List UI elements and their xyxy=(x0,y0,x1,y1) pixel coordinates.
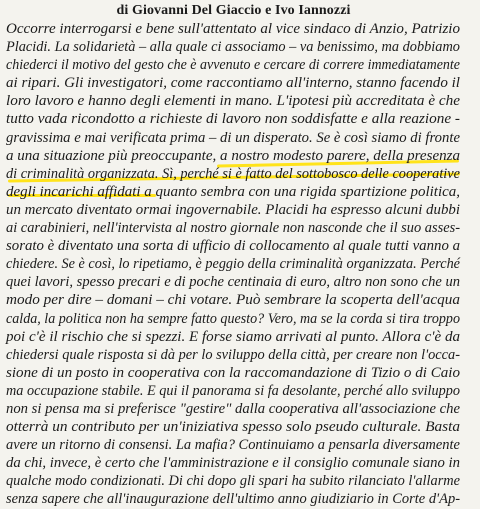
article-line xyxy=(6,237,462,255)
article-line-text: Occorre interrogarsi e bene sull'attentato al vice sindaco di Anzio, Patrizio xyxy=(6,21,461,37)
article-line xyxy=(6,273,462,291)
article-byline: di Giovanni Del Giaccio e Ivo Iannozzi xyxy=(116,3,351,18)
article-line-text: di criminalità organizzata. Sì, perché si è fatto del sottobosco delle cooperative xyxy=(6,165,461,182)
article-line xyxy=(6,201,462,219)
article-line-text: a una situazione più preoccupante, a nostro modesto parere, della presenza xyxy=(6,147,461,164)
article-line-text: tutto vada ricondotto a richieste di lavoro non soddisfatte e alla reazione - xyxy=(6,111,460,128)
article-line xyxy=(6,255,462,273)
article-line-text: ma occupazione stabile. E qui il panorama si fa desolante, perché allo sviluppo xyxy=(6,382,461,399)
article-line xyxy=(6,110,462,128)
article-line xyxy=(6,20,462,38)
article-line-text: senza sapere che all'inaugurazione dell'ultimo anno giudiziario in Corte d'Ap- xyxy=(6,491,461,508)
article-line xyxy=(6,382,462,400)
article-line-text: sione di un posto in cooperativa con la raccomandazione di Tizio o di Caio xyxy=(6,364,460,381)
article-line xyxy=(6,219,462,237)
article-line-text: chiederci il motivo del gesto che è avvenuto e cercare di correre immediatamente xyxy=(6,57,461,74)
article-line-text: degli incarichi affidati a quanto sembra con una rigida spartizione politica, xyxy=(6,183,460,200)
article-line xyxy=(6,436,462,454)
article-line-text: non si pensa ma si preferisce "gestire" dalla cooperativa all'associazione che xyxy=(6,400,460,417)
article-line xyxy=(6,418,462,436)
article-line-text: poi c'è il rischio che si spezzi. E forse siamo arrivati al punto. Allora c'è da xyxy=(6,328,461,345)
article-line xyxy=(6,364,462,382)
article-line-text: chiedere. Se è così, lo ripetiamo, è peggio della criminalità organizzata. Perché xyxy=(6,256,461,273)
article-line xyxy=(6,74,462,92)
article-line xyxy=(6,56,462,74)
article-line-text: gravissima e mai verificata prima – di un disperato. Se è così siamo di fronte xyxy=(6,129,461,146)
article-line-text: quei lavori, spesso precari e di poche centinaia di euro, altro non sono che un xyxy=(6,274,460,291)
article-body xyxy=(6,20,462,509)
article-line xyxy=(6,38,462,56)
article-line-text: da chi, invece, è certo che l'amministrazione e il consiglio comunale siano in xyxy=(6,455,460,472)
article-line xyxy=(6,310,462,328)
article-line-text: loro lavoro e hanno degli elementi in mano. L'ipotesi più accreditata è che xyxy=(6,93,461,110)
article-line-text: un mercato diventato ormai ingovernabile. Placidi ha espresso alcuni dubbi xyxy=(6,201,460,218)
article-line xyxy=(6,147,462,165)
article-line-text: chiedersi quale risposta si dà per lo sviluppo della città, per creare non l'occa- xyxy=(6,346,461,363)
article-line-text: Placidi. La solidarietà – alla quale ci associamo – va benissimo, ma dobbiamo xyxy=(6,39,460,56)
article-line-text: ai ripari. Gli investigatori, come raccontiamo all'interno, stanno facendo il xyxy=(6,75,461,92)
article-line xyxy=(6,291,462,309)
article-line xyxy=(6,92,462,110)
article-line xyxy=(6,400,462,418)
article-line-text: ai carabinieri, nell'intervista al nostro giornale non nasconde che il suo asses- xyxy=(6,220,461,237)
article-line-text: otterrà un contributo per un'iniziativa spesso solo pseudo culturale. Basta xyxy=(6,419,461,436)
article-line-text: sorato è diventato una sorta di ufficio di collocamento al quale tutti vanno a xyxy=(6,238,461,255)
article-line xyxy=(6,346,462,364)
article-line xyxy=(6,472,462,490)
article-line xyxy=(6,328,462,346)
article-line xyxy=(6,129,462,147)
article-line xyxy=(6,165,462,183)
article-line xyxy=(6,490,462,508)
article-line-text: calda, la politica non ha sempre fatto questo? Vero, ma se la corda si tira troppo xyxy=(6,310,460,327)
article-line xyxy=(6,454,462,472)
article-line-text: avere un ritorno di consensi. La mafia? Continuiamo a pensarla diversamente xyxy=(6,437,460,454)
article-line xyxy=(6,183,462,201)
article-line-text: modo per dire – domani – chi votare. Può sembrare la scoperta dell'acqua xyxy=(6,292,460,309)
article-line-text: qualche modo condizionati. Di chi dopo gli spari ha subito rilanciato l'allarme xyxy=(6,473,461,490)
